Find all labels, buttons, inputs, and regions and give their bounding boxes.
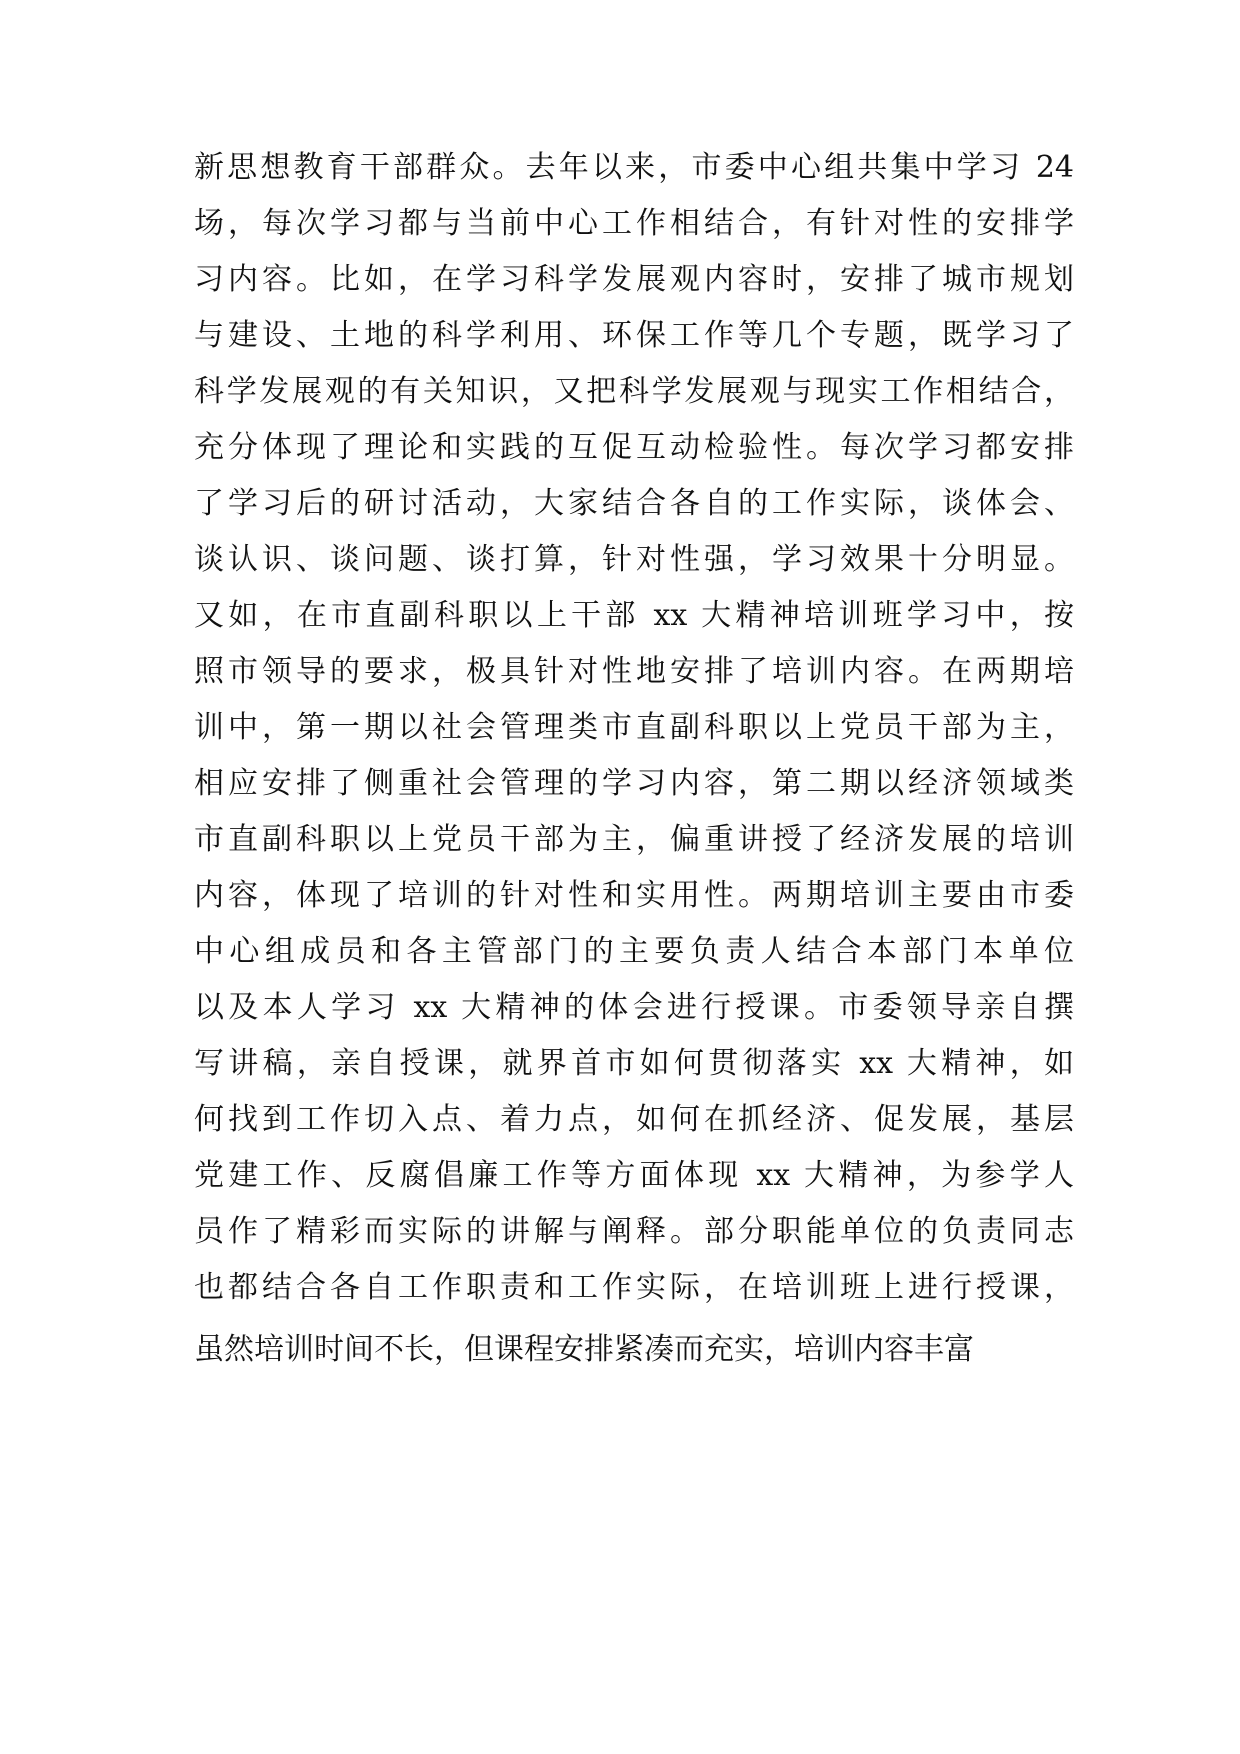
text-line: 内容，体现了培训的针对性和实用性。两期培训主要由市委 [194, 878, 1074, 913]
text-line: 中心组成员和各主管部门的主要负责人结合本部门本单位 [194, 934, 1074, 969]
text-line: 科学发展观的有关知识，又把科学发展观与现实工作相结合， [194, 374, 1074, 409]
text-line: 党建工作、反腐倡廉工作等方面体现 xx 大精神，为参学人 [194, 1158, 1074, 1193]
text-line: 写讲稿，亲自授课，就界首市如何贯彻落实 xx 大精神，如 [194, 1046, 1074, 1081]
text-line: 习内容。比如，在学习科学发展观内容时，安排了城市规划 [194, 262, 1074, 297]
text-line: 市直副科职以上党员干部为主，偏重讲授了经济发展的培训 [194, 822, 1074, 857]
text-line: 谈认识、谈问题、谈打算，针对性强，学习效果十分明显。 [194, 542, 1074, 577]
text-line: 又如，在市直副科职以上干部 xx 大精神培训班学习中，按 [194, 598, 1074, 633]
text-line: 虽然培训时间不长，但课程安排紧凑而充实，培训内容丰富 [194, 1332, 974, 1367]
text-line: 充分体现了理论和实践的互促互动检验性。每次学习都安排 [194, 430, 1074, 465]
text-line: 相应安排了侧重社会管理的学习内容，第二期以经济领域类 [194, 766, 1074, 801]
text-line: 以及本人学习 xx 大精神的体会进行授课。市委领导亲自撰 [194, 990, 1074, 1025]
text-line: 照市领导的要求，极具针对性地安排了培训内容。在两期培 [194, 654, 1074, 689]
text-line: 员作了精彩而实际的讲解与阐释。部分职能单位的负责同志 [194, 1214, 1074, 1249]
text-line: 与建设、土地的科学利用、环保工作等几个专题，既学习了 [194, 318, 1074, 353]
text-line: 何找到工作切入点、着力点，如何在抓经济、促发展，基层 [194, 1102, 1074, 1137]
text-line: 新思想教育干部群众。去年以来，市委中心组共集中学习 24 [194, 150, 1074, 185]
text-line: 也都结合各自工作职责和工作实际，在培训班上进行授课， [194, 1270, 1074, 1305]
text-line: 场，每次学习都与当前中心工作相结合，有针对性的安排学 [194, 206, 1074, 241]
text-line: 了学习后的研讨活动，大家结合各自的工作实际，谈体会、 [194, 486, 1074, 521]
text-line: 训中，第一期以社会管理类市直副科职以上党员干部为主， [194, 710, 1074, 745]
